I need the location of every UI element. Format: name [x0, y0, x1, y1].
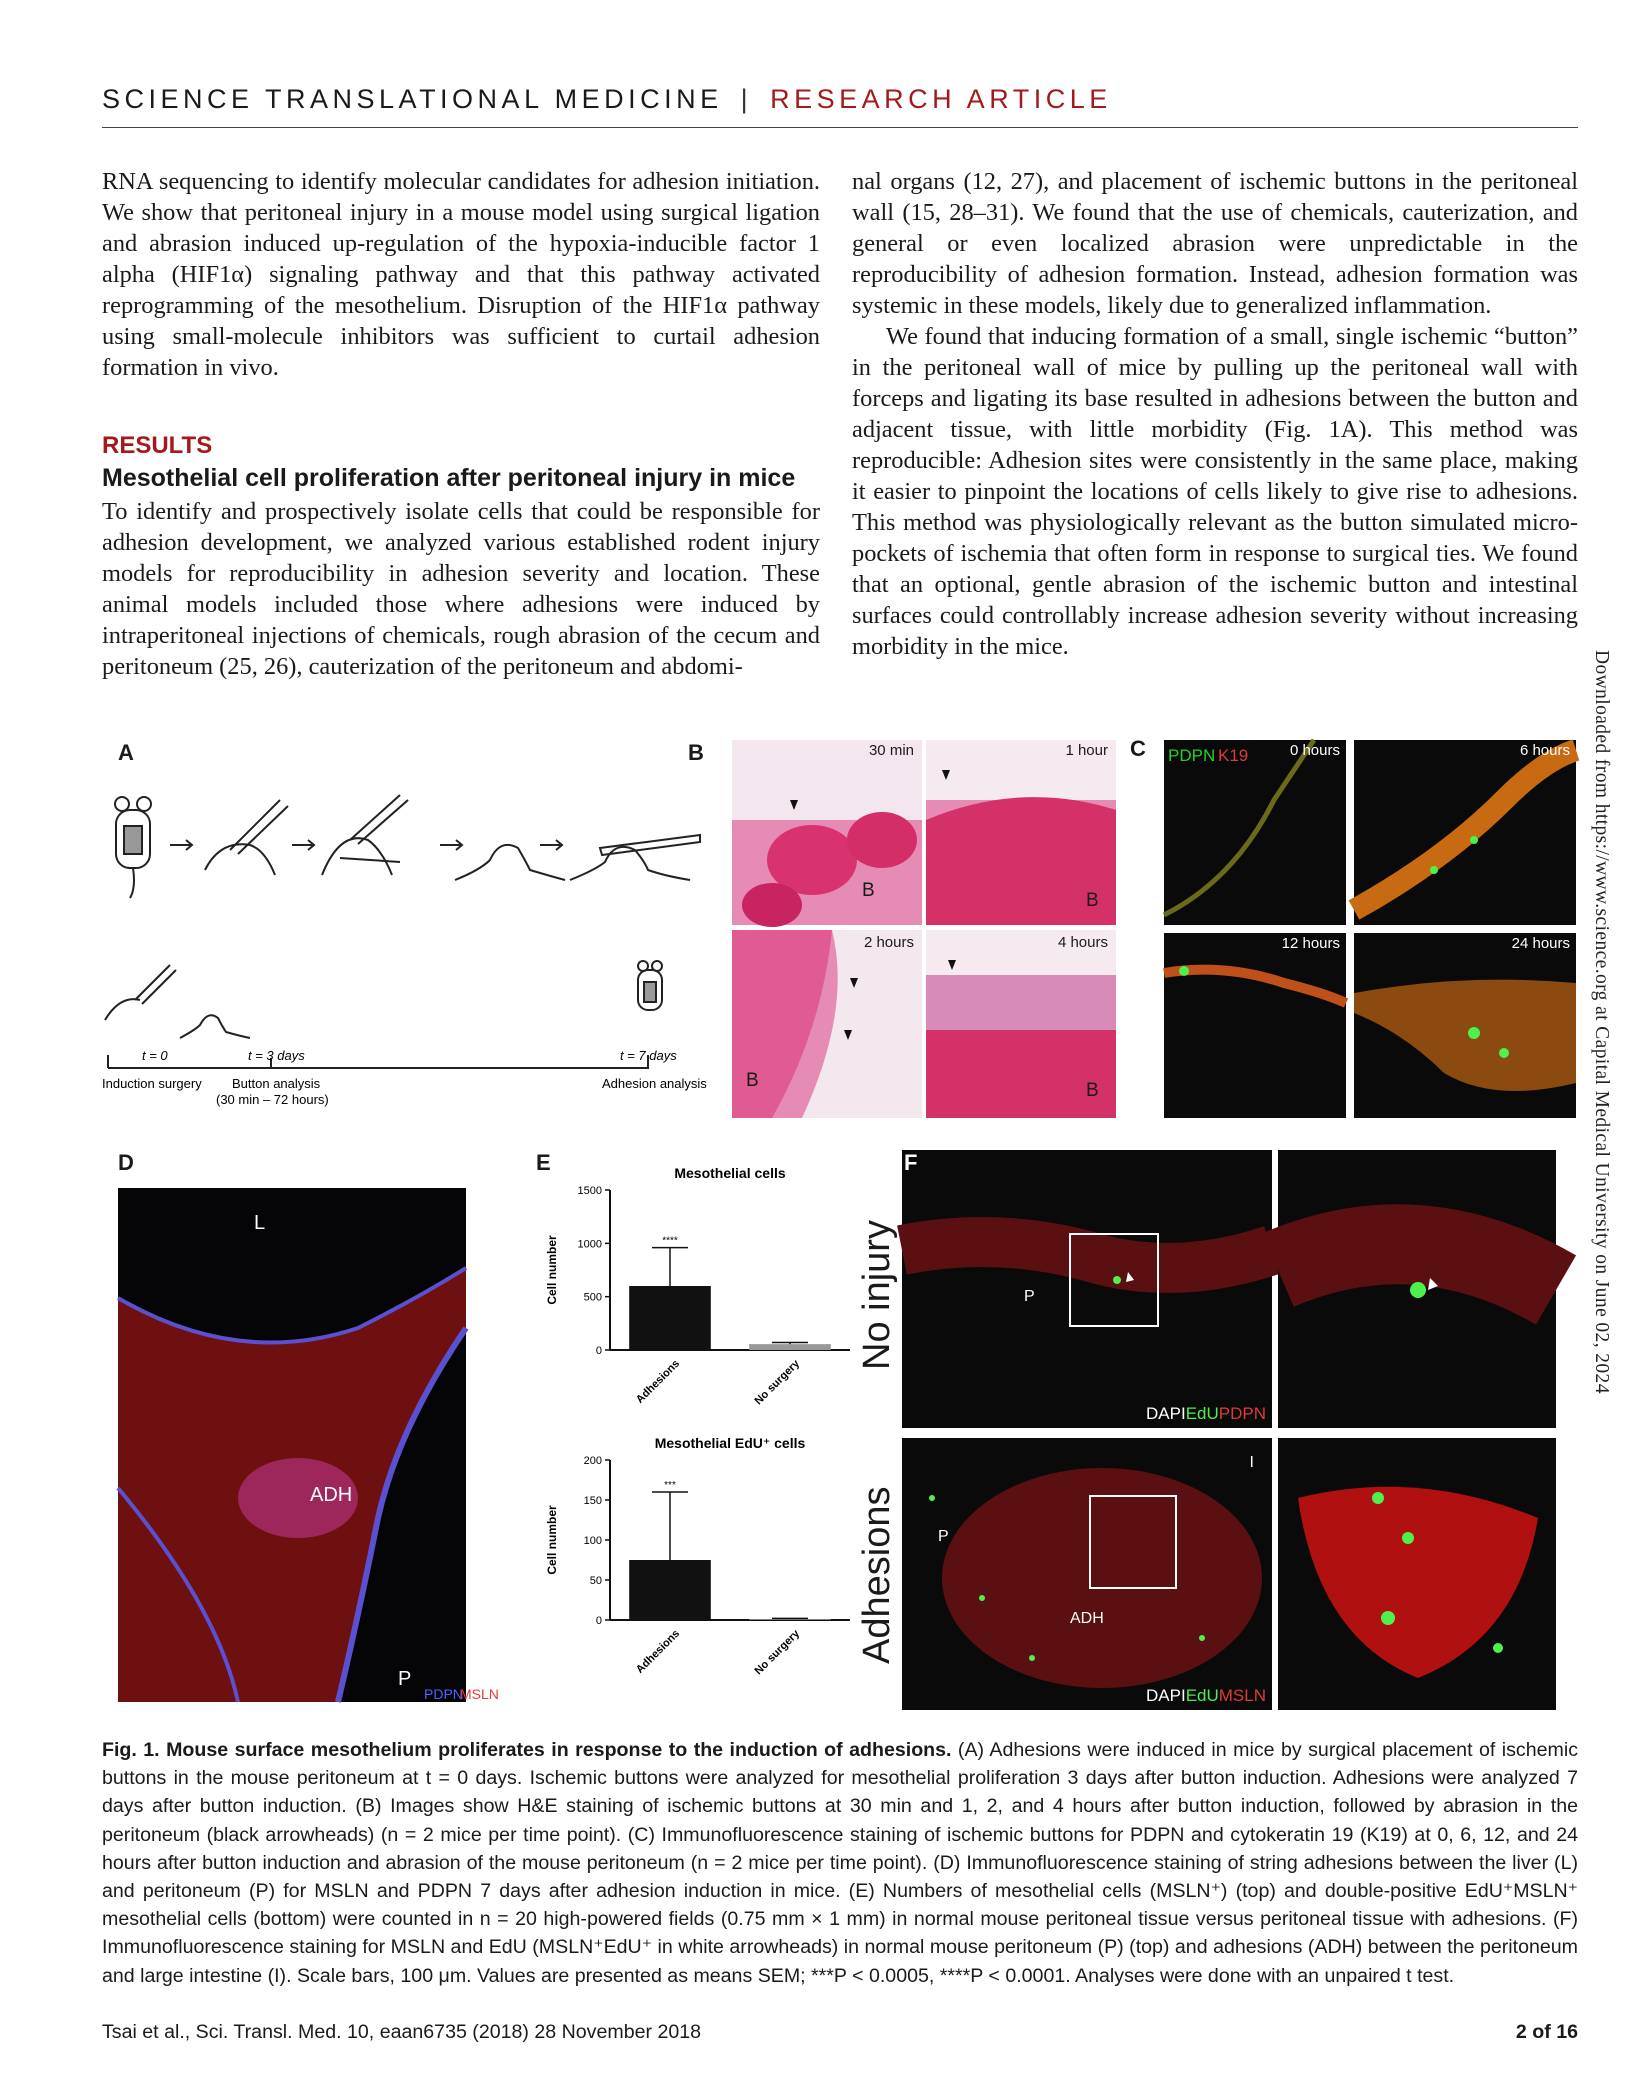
y-axis-label: Cell number	[545, 1505, 559, 1575]
header-separator: |	[740, 84, 753, 114]
stain-edu: EdU	[1185, 1686, 1219, 1705]
caption-title: Fig. 1. Mouse surface mesothelium proliferates in response to the induction of adhesions.	[102, 1739, 952, 1761]
y-tick-label: 100	[583, 1535, 602, 1547]
time-label-2hours: 2 hours	[863, 934, 914, 951]
button-analysis-label: Button analysis	[232, 1076, 321, 1091]
results-heading: RESULTS	[102, 432, 213, 459]
if-image-0hours	[1164, 740, 1346, 925]
row-label-no-injury-wrap	[856, 1160, 904, 1430]
button-marker: B	[862, 880, 875, 901]
journal-name: SCIENCE TRANSLATIONAL MEDICINE	[102, 84, 723, 114]
y-tick-label: 150	[583, 1495, 602, 1507]
right-column	[852, 166, 1578, 662]
if-image-adhesion	[118, 1188, 499, 1702]
button-marker: B	[1086, 890, 1099, 911]
y-tick-label: 0	[595, 1615, 602, 1627]
significance-mark: ***	[664, 1480, 676, 1491]
right-paragraph-2: We found that inducing formation of a small, single ischemic “button” in the peritoneal wall of mice by pulling up the peritoneal wall with forceps and ligating its base resulted in adhesions between the button and adjacent tissue, with little morbidity (Fig. 1A). This method was reproducible: Adhesion sites were consistently in the same place, making it easier to pinpoint the locations of cells likely to give rise to adhesions. This method was physiologically relevant as the button simulated micro-pockets of ischemia that often form in response to surgical ties. We found that an optional, gentle abrasion of the ischemic button and intestinal surfaces could controllably increase adhesion severity without increasing morbidity in the mice.	[852, 323, 1578, 660]
stain-label-k19: K19	[1218, 746, 1249, 765]
mouse-icon	[115, 797, 151, 898]
y-tick-label: 500	[583, 1291, 602, 1304]
footer-citation: Tsai et al., Sci. Transl. Med. 10, eaan6735 (2018) 28 November 2018	[102, 2021, 702, 2043]
if-image-adhesions	[902, 1438, 1272, 1710]
ligation-icon	[322, 795, 408, 875]
stain-pdpn: PDPN	[1218, 1404, 1266, 1423]
time-label-0hours: 0 hours	[1289, 742, 1340, 759]
peritoneum-label: P	[938, 1528, 949, 1545]
download-notice-text: Downloaded from https://www.science.org at Capital Medical University on June 02, 2024	[1591, 650, 1612, 1394]
intestine-label: I	[1249, 1454, 1254, 1471]
arrow-icon	[540, 840, 562, 850]
x-tick-label: No surgery	[752, 1357, 803, 1408]
abrasion-icon	[570, 835, 700, 880]
journal-header	[102, 84, 1578, 124]
button-analysis-range: (30 min – 72 hours)	[216, 1092, 329, 1107]
adhesion-label: ADH	[1070, 1610, 1104, 1627]
if-image-no-injury	[902, 1150, 1272, 1428]
time-label-30min: 30 min	[868, 742, 914, 759]
timeline-axis	[108, 1055, 648, 1068]
if-image-24hours	[1354, 933, 1576, 1118]
panel-f-label: F	[904, 1150, 918, 1175]
panel-b-label: B	[688, 740, 704, 765]
arrow-icon	[170, 840, 192, 850]
stain-label-pdpn: PDPN	[424, 1686, 463, 1702]
footer-page: 2 of 16	[1515, 2021, 1578, 2043]
stain-label-pdpn: PDPN	[1168, 746, 1216, 765]
right-paragraph-1: nal organs (12, 27), and placement of ischemic buttons in the peritoneal wall (15, 28–31). We found that the use of chemicals, cauterization, and general or even localized abrasion were unpredictable in the reproducibility of adhesion formation. Instead, adhesion formation was systemic in these models, likely due to generalized inflammation.	[852, 168, 1578, 319]
arrow-icon	[292, 840, 314, 850]
panel-e-label: E	[536, 1150, 551, 1175]
x-tick-label: Adhesions	[633, 1627, 683, 1676]
bar-adhesions	[629, 1286, 711, 1350]
left-column	[102, 166, 820, 682]
time-label-6hours: 6 hours	[1519, 742, 1570, 759]
bar-adhesions	[629, 1560, 711, 1620]
header-rule	[102, 127, 1578, 128]
timeline-button-icon	[180, 1015, 250, 1038]
y-tick-label: 1500	[577, 1185, 602, 1197]
timeline-mouse-icon	[638, 961, 662, 1010]
time-label-12hours: 12 hours	[1281, 935, 1340, 952]
arrow-icon	[440, 840, 462, 850]
if-image-12hours	[1164, 933, 1346, 1118]
row-label-adhesions: Adhesions	[856, 1486, 898, 1664]
stain-legend	[1146, 1404, 1266, 1424]
adhesion-analysis-label: Adhesion analysis	[602, 1076, 707, 1091]
y-tick-label: 200	[583, 1455, 602, 1467]
button-marker: B	[746, 1070, 759, 1091]
y-tick-label: 50	[589, 1575, 602, 1587]
timeline-forceps-icon	[105, 965, 176, 1020]
x-tick-label: Adhesions	[633, 1357, 683, 1406]
results-paragraph: To identify and prospectively isolate cells that could be responsible for adhesion development, we analyzed various established rodent injury models for reproducibility in adhesion severity and location. These animal models included those where adhesions were induced by intraperitoneal injections of chemicals, rough abrasion of the cecum and peritoneum (25, 26), cauterization of the peritoneum and abdomi-	[102, 498, 820, 680]
time-label-4hours: 4 hours	[1057, 934, 1108, 951]
button-icon	[455, 845, 565, 880]
bar-no-surgery	[749, 1619, 831, 1620]
t7-label: t = 7 days	[620, 1048, 677, 1063]
button-marker: B	[1086, 1080, 1099, 1101]
download-notice	[1590, 650, 1624, 1480]
intro-paragraph: RNA sequencing to identify molecular candidates for adhesion initiation. We show that peritoneal injury in a mouse model using surgical ligation and abrasion induced up-regulation of the hypoxia-inducible factor 1 alpha (HIF1α) signaling pathway and that this pathway activated reprogramming of the mesothelium. Disruption of the HIF1α pathway using small-molecule inhibitors was sufficient to curtail adhesion formation in vivo.	[102, 168, 820, 381]
significance-mark: ****	[662, 1235, 678, 1247]
subsection-heading: Mesothelial cell proliferation after peritoneal injury in mice	[102, 464, 796, 492]
chart-title: Mesothelial EdU⁺ cells	[654, 1435, 806, 1451]
y-axis-label: Cell number	[545, 1235, 559, 1305]
x-tick-label: No surgery	[752, 1627, 803, 1678]
t3-label: t = 3 days	[248, 1048, 305, 1063]
if-image-adhesions-zoom	[1278, 1438, 1556, 1710]
panel-a-schematic	[100, 770, 710, 1140]
y-tick-label: 1000	[577, 1238, 602, 1251]
bar-no-surgery	[749, 1344, 831, 1350]
stain-dapi: DAPI	[1146, 1686, 1186, 1705]
t0-label: t = 0	[142, 1048, 168, 1063]
section-name: RESEARCH ARTICLE	[770, 84, 1112, 114]
he-image-30min	[732, 740, 922, 925]
if-image-no-injury-zoom	[1278, 1150, 1556, 1428]
stain-dapi: DAPI	[1146, 1404, 1186, 1423]
caption-body: (A) Adhesions were induced in mice by surgical placement of ischemic buttons in the mouse peritoneum at t = 0 days. Ischemic buttons were analyzed for mesothelial proliferation 3 days after button induction. Adhesions were analyzed 7 days after button induction. (B) Images show H&E staining of ischemic buttons at 30 min and 1, 2, and 4 hours after button induction, followed by abrasion in the peritoneum (black arrowheads) (n = 2 mice per time point). (C) Immunofluorescence staining of ischemic buttons for PDPN and cytokeratin 19 (K19) at 0, 6, 12, and 24 hours after button induction and abrasion of the mouse peritoneum (n = 2 mice per time point). (D) Immunofluorescence staining of string adhesions between the liver (L) and peritoneum (P) for MSLN and PDPN 7 days after adhesion induction in mice. (E) Numbers of mesothelial cells (MSLN⁺) (top) and double-positive EdU⁺MSLN⁺ mesothelial cells (bottom) were counted in n = 20 high-powered fields (0.75 mm × 1 mm) in normal mouse peritoneal tissue versus peritoneal tissue with adhesions. (F) Immunofluorescence staining for MSLN and EdU (MSLN⁺EdU⁺ in white arrowheads) in normal mouse peritoneum (P) (top) and adhesions (ADH) between the peritoneum and large intestine (I). Scale bars, 100 μm. Values are presented as means SEM; ***P < 0.0005, ****P < 0.0001. Analyses were done with an unpaired t test.	[102, 1739, 1578, 1987]
he-image-1hour	[926, 740, 1116, 925]
stain-edu: EdU	[1185, 1404, 1219, 1423]
time-label-1hour: 1 hour	[1065, 742, 1108, 759]
y-tick-label: 0	[595, 1345, 602, 1357]
figure-caption	[102, 1736, 1578, 1990]
chart-title: Mesothelial cells	[674, 1165, 786, 1181]
row-label-no-injury: No injury	[856, 1220, 898, 1370]
time-label-24hours: 24 hours	[1511, 935, 1570, 952]
stain-msln: MSLN	[1218, 1686, 1266, 1705]
liver-label: L	[254, 1212, 266, 1234]
panel-d-label: D	[118, 1150, 134, 1175]
he-image-4hours	[926, 930, 1116, 1118]
if-image-6hours	[1354, 740, 1576, 925]
he-image-2hours	[732, 930, 922, 1118]
panel-c-label: C	[1130, 736, 1146, 761]
peritoneum-label: P	[1024, 1288, 1035, 1305]
row-label-adhesions-wrap	[856, 1440, 904, 1710]
stain-legend	[1146, 1686, 1266, 1706]
panel-e-charts	[540, 1160, 870, 1700]
induction-label: Induction surgery	[102, 1076, 202, 1091]
forceps-icon	[205, 800, 288, 875]
adhesion-label: ADH	[310, 1484, 353, 1506]
panel-a-label: A	[118, 740, 134, 765]
stain-label-msln: MSLN	[460, 1686, 499, 1702]
peritoneum-label: P	[398, 1668, 412, 1690]
